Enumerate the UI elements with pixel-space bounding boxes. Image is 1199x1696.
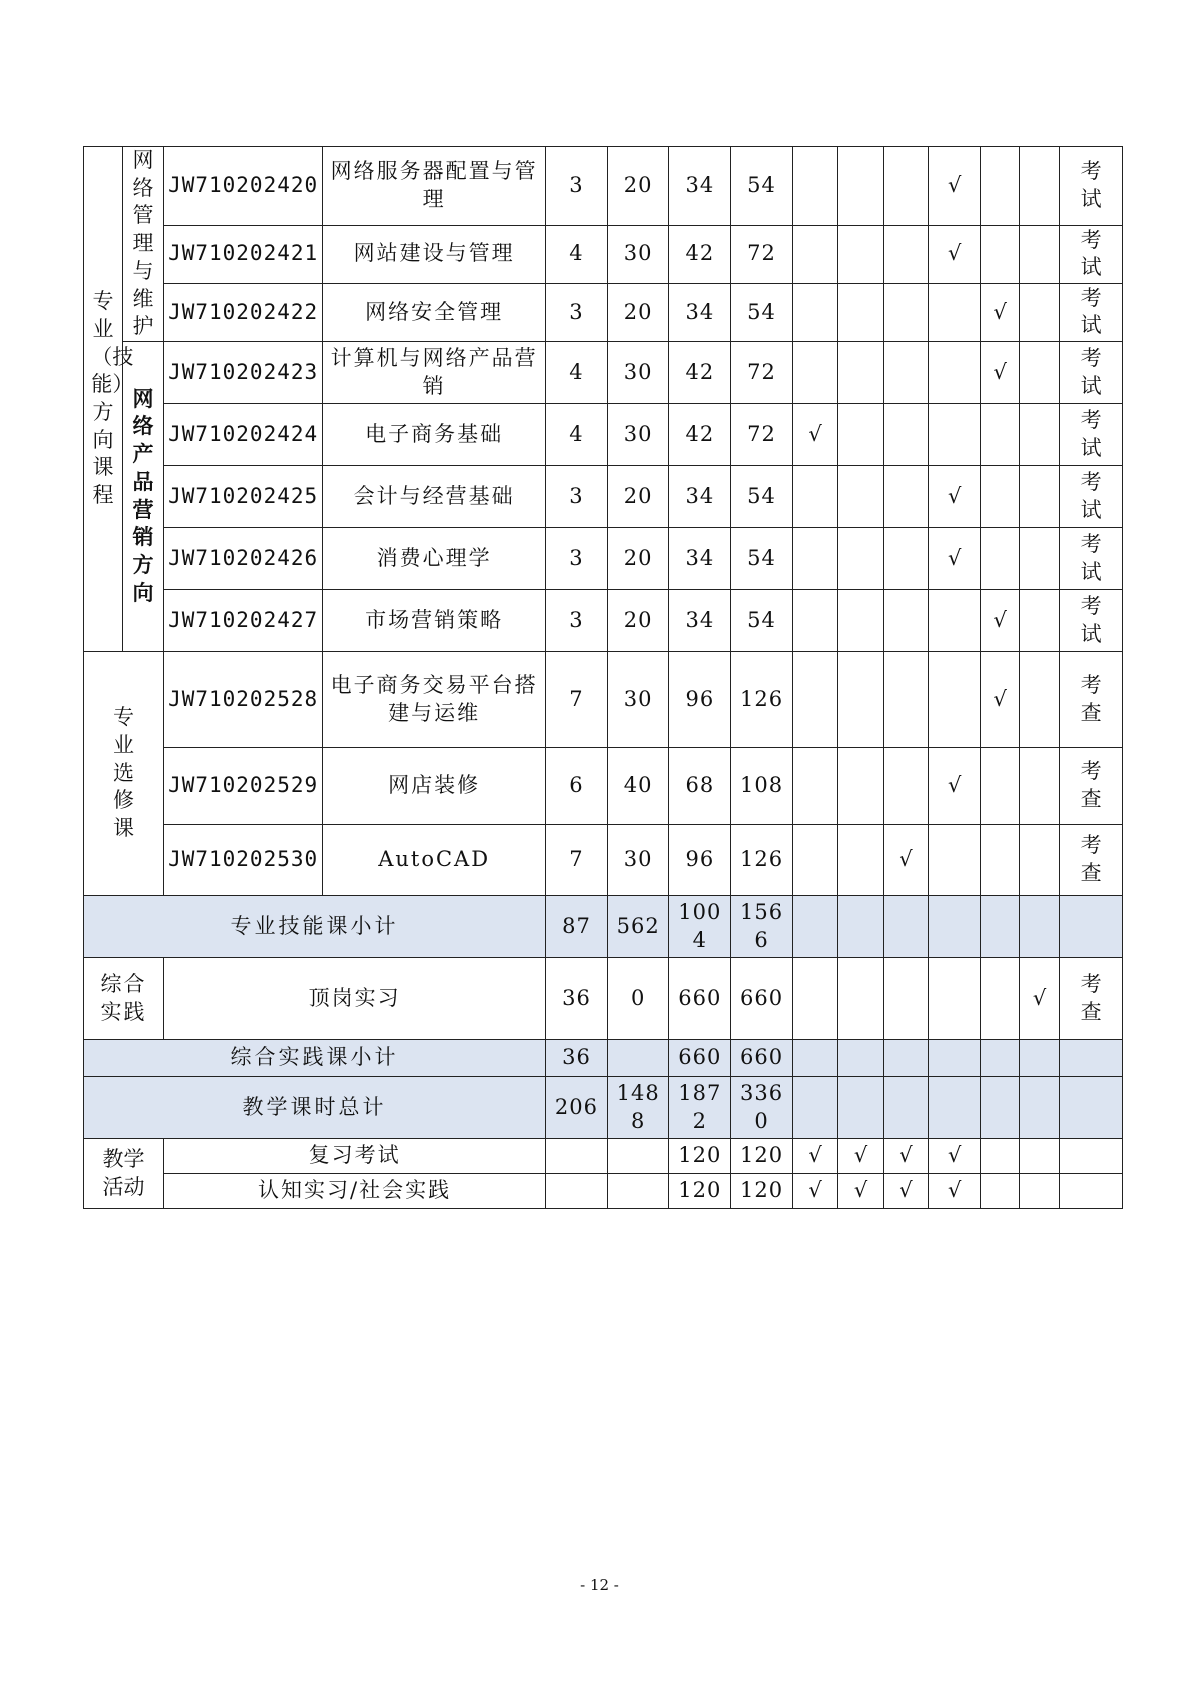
assessment-type: 考试 <box>1060 342 1123 404</box>
assessment-type: 考查 <box>1060 748 1123 825</box>
check-mark: √ <box>929 225 981 283</box>
total-hours: 3360 <box>731 1077 793 1139</box>
check-mark: √ <box>929 748 981 825</box>
practice-hours: 42 <box>669 342 731 404</box>
credits: 6 <box>546 748 608 825</box>
course-name: 电子商务基础 <box>323 404 546 466</box>
credits: 7 <box>546 825 608 896</box>
course-code: JW710202530 <box>164 825 323 896</box>
course-row <box>84 404 1123 466</box>
semester-2-cell <box>838 147 883 226</box>
theory-hours: 30 <box>607 825 669 896</box>
activity-name: 复习考试 <box>164 1139 546 1174</box>
semester-5-cell <box>981 147 1020 226</box>
internship-row <box>84 958 1123 1040</box>
practice-hours: 1872 <box>669 1077 731 1139</box>
assessment-type: 考试 <box>1060 283 1123 341</box>
assessment-type: 考试 <box>1060 528 1123 590</box>
assessment-type: 考查 <box>1060 825 1123 896</box>
activity-row <box>84 1174 1123 1209</box>
semester-1-cell <box>792 147 837 226</box>
course-code: JW710202528 <box>164 652 323 748</box>
practice-hours: 34 <box>669 528 731 590</box>
credits: 36 <box>546 1040 608 1077</box>
check-mark: √ <box>929 466 981 528</box>
course-name: 消费心理学 <box>323 528 546 590</box>
credits: 3 <box>546 283 608 341</box>
practice-hours: 96 <box>669 652 731 748</box>
course-row <box>84 342 1123 404</box>
practice-hours: 34 <box>669 147 731 226</box>
assessment-type: 考查 <box>1060 958 1123 1040</box>
subtotal-label: 综合实践课小计 <box>84 1040 546 1077</box>
grand-total-label: 教学课时总计 <box>84 1077 546 1139</box>
course-row <box>84 748 1123 825</box>
course-name: 电子商务交易平台搭建与运维 <box>323 652 546 748</box>
check-mark: √ <box>792 404 837 466</box>
theory-hours: 20 <box>607 283 669 341</box>
theory-hours: 20 <box>607 590 669 652</box>
course-code: JW710202422 <box>164 283 323 341</box>
practice-hours: 120 <box>669 1174 731 1209</box>
credits: 3 <box>546 528 608 590</box>
activity-row <box>84 1139 1123 1174</box>
credits: 4 <box>546 225 608 283</box>
theory-hours: 20 <box>607 147 669 226</box>
check-mark: √ <box>883 825 928 896</box>
practice-hours: 68 <box>669 748 731 825</box>
credits: 206 <box>546 1077 608 1139</box>
total-hours: 72 <box>731 225 793 283</box>
total-hours: 54 <box>731 147 793 226</box>
group-comprehensive: 综合实践 <box>84 958 164 1040</box>
practice-hours: 34 <box>669 283 731 341</box>
course-code: JW710202424 <box>164 404 323 466</box>
theory-hours: 0 <box>607 958 669 1040</box>
course-name: 网店装修 <box>323 748 546 825</box>
course-name: 顶岗实习 <box>164 958 546 1040</box>
total-hours: 120 <box>731 1174 793 1209</box>
credits: 3 <box>546 466 608 528</box>
practice-hours: 42 <box>669 225 731 283</box>
check-mark: √ <box>929 528 981 590</box>
assessment-type: 考查 <box>1060 652 1123 748</box>
total-hours: 72 <box>731 342 793 404</box>
practice-hours: 42 <box>669 404 731 466</box>
grand-total-row <box>84 1077 1123 1139</box>
check-mark: √ <box>929 1139 981 1174</box>
course-name: 网络安全管理 <box>323 283 546 341</box>
practice-hours: 96 <box>669 825 731 896</box>
assessment-type: 考试 <box>1060 147 1123 226</box>
course-row <box>84 590 1123 652</box>
credits: 87 <box>546 896 608 958</box>
credits: 36 <box>546 958 608 1040</box>
course-name: 网络服务器配置与管理 <box>323 147 546 226</box>
course-code: JW710202529 <box>164 748 323 825</box>
course-code: JW710202420 <box>164 147 323 226</box>
activity-name: 认知实习/社会实践 <box>164 1174 546 1209</box>
course-name: AutoCAD <box>323 825 546 896</box>
curriculum-table <box>83 146 1123 1209</box>
course-code: JW710202427 <box>164 590 323 652</box>
check-mark: √ <box>883 1174 928 1209</box>
course-name: 会计与经营基础 <box>323 466 546 528</box>
total-hours: 54 <box>731 590 793 652</box>
theory-hours: 30 <box>607 225 669 283</box>
assessment-type: 考试 <box>1060 404 1123 466</box>
practice-hours: 660 <box>669 958 731 1040</box>
total-hours: 120 <box>731 1139 793 1174</box>
group-network-management: 网络管理与维护 <box>122 147 163 342</box>
total-hours: 54 <box>731 283 793 341</box>
theory-hours: 30 <box>607 404 669 466</box>
theory-hours: 20 <box>607 466 669 528</box>
course-name: 计算机与网络产品营销 <box>323 342 546 404</box>
practice-subtotal-row <box>84 1040 1123 1077</box>
total-hours: 54 <box>731 466 793 528</box>
check-mark: √ <box>981 283 1020 341</box>
course-code: JW710202423 <box>164 342 323 404</box>
theory-hours <box>607 1040 669 1077</box>
total-hours: 660 <box>731 1040 793 1077</box>
total-hours: 1566 <box>731 896 793 958</box>
check-mark: √ <box>981 652 1020 748</box>
semester-6-cell <box>1020 147 1060 226</box>
course-row <box>84 466 1123 528</box>
check-mark: √ <box>929 147 981 226</box>
assessment-type: 考试 <box>1060 590 1123 652</box>
course-code: JW710202421 <box>164 225 323 283</box>
total-hours: 660 <box>731 958 793 1040</box>
practice-hours: 34 <box>669 590 731 652</box>
course-row <box>84 528 1123 590</box>
theory-hours: 30 <box>607 342 669 404</box>
credits: 3 <box>546 147 608 226</box>
check-mark: √ <box>883 1139 928 1174</box>
credits: 4 <box>546 342 608 404</box>
course-row <box>84 147 1123 226</box>
check-mark: √ <box>981 342 1020 404</box>
course-row <box>84 283 1123 341</box>
course-row <box>84 825 1123 896</box>
course-name: 网站建设与管理 <box>323 225 546 283</box>
practice-hours: 34 <box>669 466 731 528</box>
skill-subtotal-row <box>84 896 1123 958</box>
course-code: JW710202426 <box>164 528 323 590</box>
check-mark: √ <box>1020 958 1060 1040</box>
practice-hours: 120 <box>669 1139 731 1174</box>
check-mark: √ <box>929 1174 981 1209</box>
total-hours: 126 <box>731 825 793 896</box>
credits: 3 <box>546 590 608 652</box>
credits: 7 <box>546 652 608 748</box>
total-hours: 72 <box>731 404 793 466</box>
course-row <box>84 652 1123 748</box>
theory-hours: 30 <box>607 652 669 748</box>
group-activity: 教学活动 <box>84 1139 164 1209</box>
theory-hours: 40 <box>607 748 669 825</box>
check-mark: √ <box>838 1139 883 1174</box>
course-row <box>84 225 1123 283</box>
subtotal-label: 专业技能课小计 <box>84 896 546 958</box>
course-code: JW710202425 <box>164 466 323 528</box>
assessment-type: 考试 <box>1060 466 1123 528</box>
theory-hours: 562 <box>607 896 669 958</box>
credits: 4 <box>546 404 608 466</box>
theory-hours: 1488 <box>607 1077 669 1139</box>
check-mark: √ <box>838 1174 883 1209</box>
page-number: - 12 - <box>580 1576 619 1594</box>
theory-hours: 20 <box>607 528 669 590</box>
practice-hours: 660 <box>669 1040 731 1077</box>
check-mark: √ <box>981 590 1020 652</box>
group-elective: 专业选修课 <box>84 652 164 896</box>
practice-hours: 1004 <box>669 896 731 958</box>
total-hours: 126 <box>731 652 793 748</box>
group-network-marketing: 网络产品营销方向 <box>122 342 163 652</box>
total-hours: 108 <box>731 748 793 825</box>
total-hours: 54 <box>731 528 793 590</box>
group-professional-direction: 专业（技能）方向课程 <box>84 147 123 652</box>
check-mark: √ <box>792 1174 837 1209</box>
semester-3-cell <box>883 147 928 226</box>
assessment-type: 考试 <box>1060 225 1123 283</box>
course-name: 市场营销策略 <box>323 590 546 652</box>
check-mark: √ <box>792 1139 837 1174</box>
